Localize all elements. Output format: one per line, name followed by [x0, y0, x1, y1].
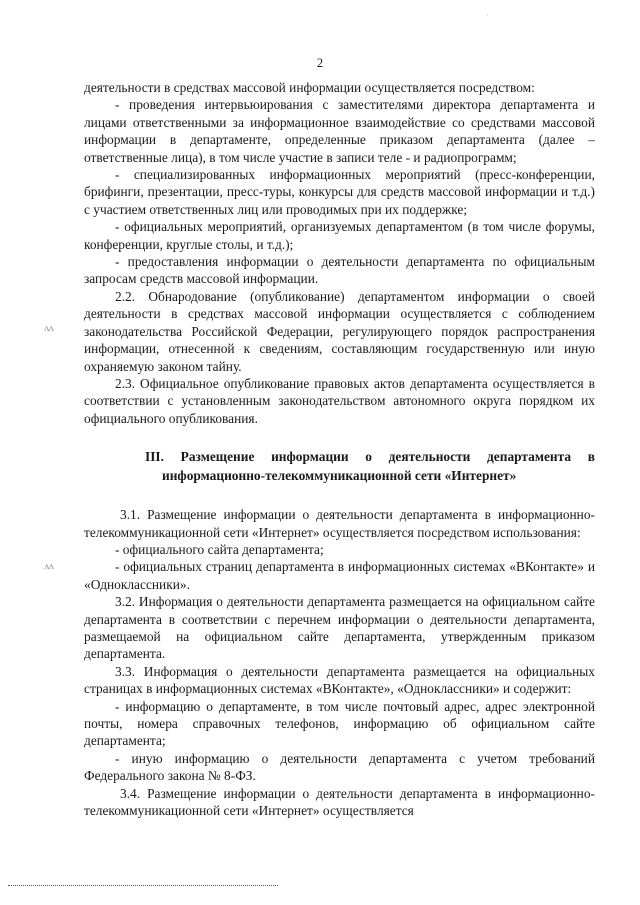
scan-edge-line	[8, 885, 278, 886]
document-body	[84, 79, 595, 819]
paragraph: - специализированных информационных мероприятий (пресс-конференции, брифинги, презентации, пресс-туры, конкурсы для средств массовой информации и т.д.) с участием ответственных лиц или проводимых при их поддержке;	[84, 167, 595, 217]
margin-scan-mark: ʌʌ	[44, 322, 53, 334]
paragraph: 2.2. Обнародование (опубликование) департаментом информации о своей деятельности в средствах массовой информации осуществляется с соблюдением законодательства Российской Федерации, регулирующего порядок распространения информации, отнесенной к сведениям, составляющим государственную или иную охраняемую законом тайну.	[84, 288, 595, 374]
paragraph: 2.3. Официальное опубликование правовых актов департамента осуществляется в соответствии с установленным законодательством автономного округа порядком их официального опубликования.	[84, 375, 595, 426]
paragraph: - официальных мероприятий, организуемых департаментом (в том числе форумы, конференции, круглые столы, и т.д.);	[84, 219, 595, 252]
paragraph: 3.1. Размещение информации о деятельности департамента в информационно-телекоммуникационной сети «Интернет» осуществляется посредством использования:	[84, 507, 595, 540]
list-item: - информацию о департаменте, в том числе почтовый адрес, адрес электронной почты, номера справочных телефонов, информацию об официальном сайте департамента;	[84, 698, 595, 749]
paragraph: - проведения интервьюирования с заместителями директора департамента и лицами ответственными за информационное взаимодействие со средствами массовой информации в департаменте, определенные приказом департамента (далее – ответственные лица), в том числе участие в записи теле - и радиопрограмм;	[84, 97, 595, 165]
list-item: - официального сайта департамента;	[115, 541, 324, 557]
list-item: - иную информацию о деятельности департамента с учетом требований Федерального закона № 8-ФЗ.	[84, 750, 595, 784]
paragraph: 3.4. Размещение информации о деятельности департамента в информационно-телекоммуникационной сети «Интернет» осуществляется	[84, 785, 595, 819]
scan-artifact-mark: ·	[486, 10, 489, 20]
paragraph: - предоставления информации о деятельности департамента по официальным запросам средств массовой информации.	[84, 254, 595, 287]
page-number: 2	[316, 56, 324, 70]
list-item: - официальных страниц департамента в информационных системах «ВКонтакте» и «Одноклассники».	[84, 559, 595, 592]
section-heading: III. Размещение информации о деятельности департамента в информационно-телекоммуникационной сети «Интернет»	[145, 449, 595, 484]
margin-scan-mark: ʌʌ	[44, 560, 53, 572]
paragraph: деятельности в средствах массовой информации осуществляется посредством:	[84, 80, 535, 95]
paragraph: 3.2. Информация о деятельности департамента размещается на официальном сайте департамента в соответствии с перечнем информации о деятельности департамента, размещаемой на официальном сайте департамента, утвержденным приказом департамента.	[84, 594, 595, 662]
paragraph: 3.3. Информация о деятельности департамента размещается на официальных страницах в информационных системах «ВКонтакте», «Одноклассники» и содержит:	[84, 663, 595, 697]
